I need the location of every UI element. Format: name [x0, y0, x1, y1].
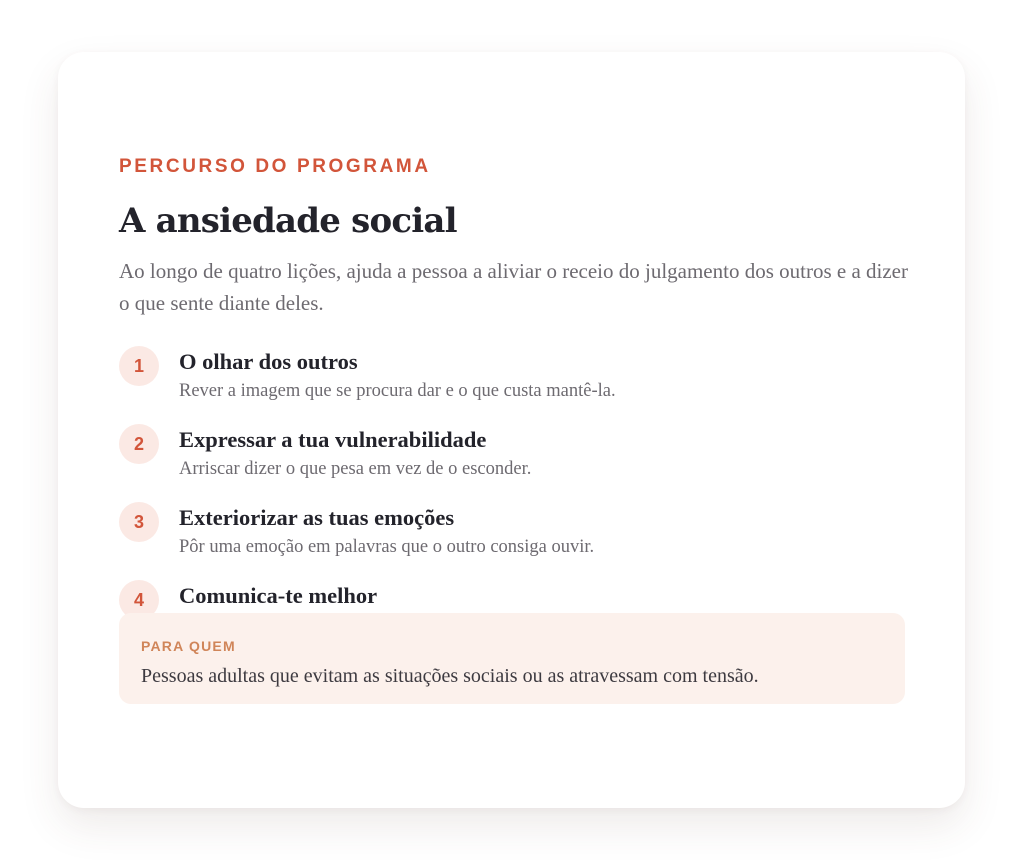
program-title: A ansiedade social — [119, 201, 457, 241]
lesson-title: Expressar a tua vulnerabilidade — [179, 427, 487, 452]
program-eyebrow: PERCURSO DO PROGRAMA — [119, 156, 431, 177]
lesson-title: O olhar dos outros — [179, 349, 358, 374]
lesson-title: Exteriorizar as tuas emoções — [179, 505, 455, 530]
lesson-title: Comunica-te melhor — [179, 583, 378, 608]
lesson-item — [119, 502, 909, 580]
lesson-number-badge: 4 — [119, 580, 159, 620]
program-card — [58, 52, 965, 808]
lesson-item — [119, 424, 909, 502]
program-description: Ao longo de quatro lições, ajuda a pessoa a aliviar o receio do julgamento dos outros e a dizer o que sente diante deles. — [119, 259, 908, 315]
lesson-number-badge: 2 — [119, 424, 159, 464]
lesson-description: Pôr uma emoção em palavras que o outro consiga ouvir. — [179, 537, 595, 557]
audience-callout — [119, 613, 905, 704]
lesson-number-badge: 1 — [119, 346, 159, 386]
lesson-description: Rever a imagem que se procura dar e o que custa mantê-la. — [179, 381, 616, 401]
lesson-list — [119, 346, 909, 658]
lesson-item — [119, 346, 909, 424]
audience-text: Pessoas adultas que evitam as situações sociais ou as atravessam com tensão. — [141, 665, 759, 687]
audience-label: PARA QUEM — [141, 638, 236, 654]
lesson-description: Arriscar dizer o que pesa em vez de o esconder. — [179, 459, 532, 479]
lesson-number-badge: 3 — [119, 502, 159, 542]
